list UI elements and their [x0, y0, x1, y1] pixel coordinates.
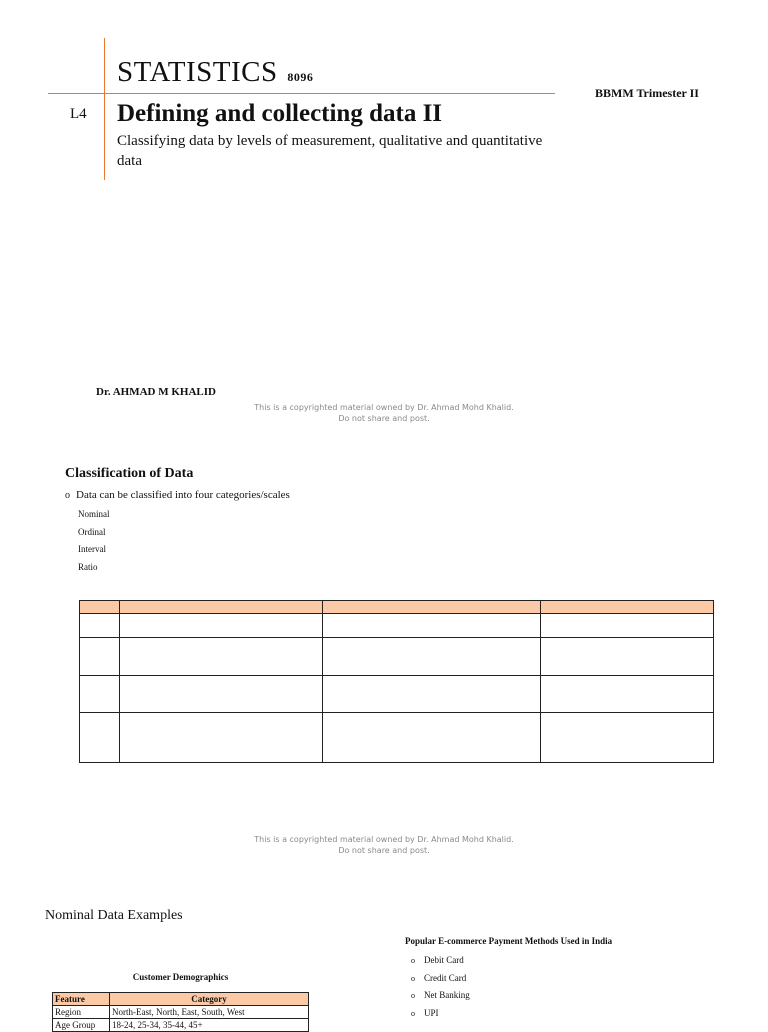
bullet-marker: o — [411, 956, 415, 965]
lecture-number: L4 — [70, 106, 87, 122]
table-header-row — [53, 993, 309, 1006]
payment-methods-list — [411, 955, 470, 1025]
lecture-subtitle: Classifying data by levels of measurement, qualitative and quantitative data — [117, 133, 543, 169]
table-row — [53, 1006, 309, 1019]
table-cell — [120, 614, 323, 638]
table-cell — [120, 676, 323, 713]
table-cell — [120, 601, 323, 614]
table-row — [80, 638, 714, 676]
scale-item: Nominal — [78, 509, 110, 519]
scale-list — [78, 506, 110, 576]
table-cell — [323, 614, 541, 638]
table-cell — [80, 713, 120, 763]
table-cell: 18-24, 25-34, 35-44, 45+ — [110, 1019, 309, 1032]
payment-method-label: UPI — [424, 1007, 439, 1018]
table-cell — [120, 638, 323, 676]
list-item — [411, 990, 470, 1008]
trimester-label: BBMM Trimester II — [595, 86, 699, 100]
table-cell — [80, 601, 120, 614]
bullet-item — [65, 489, 290, 501]
course-name: STATISTICS — [117, 56, 278, 88]
table-cell — [80, 638, 120, 676]
demographics-caption: Customer Demographics — [132, 972, 229, 982]
table-cell — [541, 713, 714, 763]
copyright-notice: This is a copyrighted material owned by Dr. Ahmad Mohd Khalid. Do not share and post. — [254, 403, 514, 423]
table-row — [53, 1019, 309, 1032]
table-cell — [541, 676, 714, 713]
section-heading-nominal: Nominal Data Examples — [45, 908, 183, 923]
payment-method-label: Debit Card — [424, 955, 464, 965]
header-vertical-rule — [104, 38, 105, 180]
table-cell — [323, 638, 541, 676]
blank-scales-table — [79, 600, 714, 763]
bullet-text: Data can be classified into four categories/scales — [76, 489, 290, 501]
author-name: Dr. AHMAD M KHALID — [96, 386, 216, 398]
table-cell — [323, 601, 541, 614]
scale-item: Ratio — [78, 561, 98, 572]
list-item — [411, 973, 470, 991]
list-item — [411, 955, 470, 973]
bullet-marker: o — [411, 1008, 415, 1018]
table-cell: North-East, North, East, South, West — [110, 1006, 309, 1019]
bullet-marker: o — [65, 490, 70, 501]
table-header-row — [80, 601, 714, 614]
payment-method-label: Net Banking — [424, 990, 470, 1000]
table-row — [80, 614, 714, 638]
copyright-notice: This is a copyrighted material owned by Dr. Ahmad Mohd Khalid. Do not share and post. — [254, 835, 514, 855]
table-row — [80, 676, 714, 713]
section-heading-classification: Classification of Data — [65, 466, 194, 481]
table-cell — [323, 713, 541, 763]
payment-methods-heading: Popular E-commerce Payment Methods Used in India — [405, 936, 613, 946]
course-title — [117, 56, 313, 89]
list-item — [411, 1008, 470, 1026]
scale-item: Interval — [78, 544, 106, 554]
table-cell — [80, 614, 120, 638]
table-cell — [80, 676, 120, 713]
table-cell — [120, 713, 323, 763]
header-horizontal-rule — [48, 93, 555, 94]
demographics-table — [52, 992, 309, 1032]
table-row — [80, 713, 714, 763]
table-cell: Age Group — [53, 1019, 110, 1032]
scale-item: Ordinal — [78, 526, 106, 537]
bullet-marker: o — [411, 991, 415, 1000]
payment-method-label: Credit Card — [424, 972, 467, 983]
course-code: 8096 — [287, 70, 314, 84]
table-cell — [541, 614, 714, 638]
lecture-title: Defining and collecting data II — [117, 100, 443, 127]
bullet-marker: o — [411, 973, 415, 983]
table-cell — [541, 601, 714, 614]
column-header-category: Category — [110, 993, 309, 1006]
table-cell: Region — [53, 1006, 110, 1019]
table-cell — [541, 638, 714, 676]
column-header-feature: Feature — [53, 993, 110, 1006]
table-cell — [323, 676, 541, 713]
